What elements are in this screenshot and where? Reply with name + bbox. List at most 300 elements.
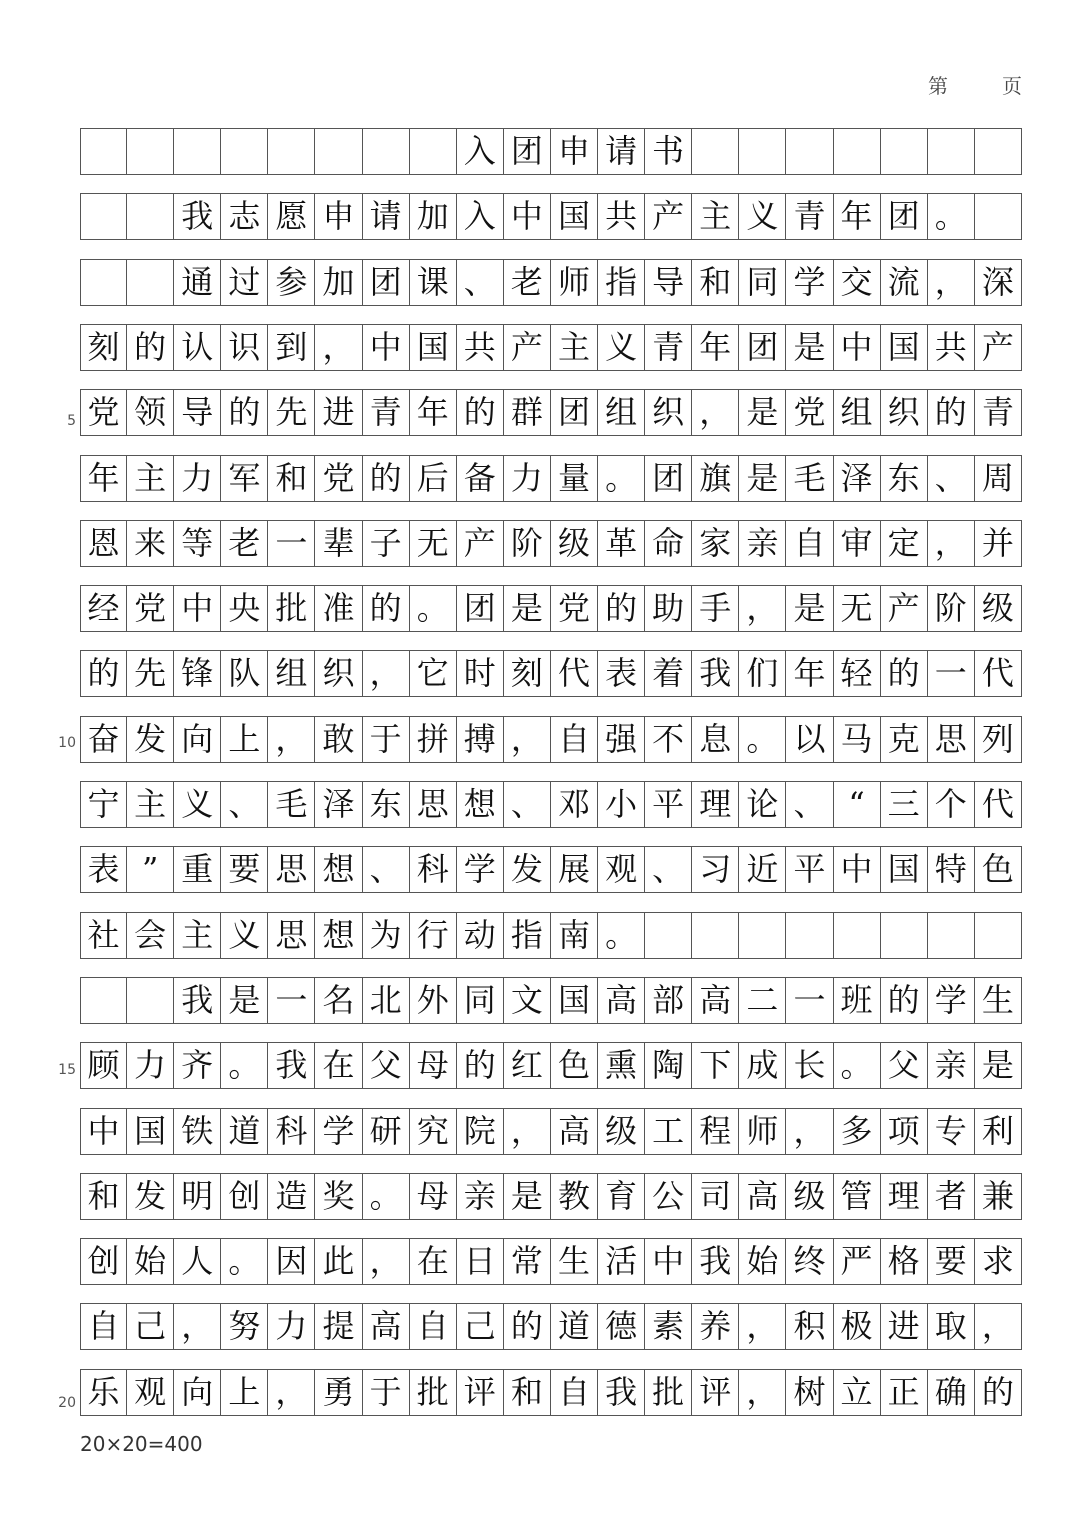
grid-cell: 党 [80, 389, 127, 435]
grid-cell: 素 [645, 1303, 692, 1349]
grid-cell: 母 [410, 1042, 457, 1088]
grid-line [80, 174, 1022, 175]
grid-cell: 并 [975, 520, 1022, 566]
grid-cell: 毛 [786, 455, 833, 501]
grid-cell: 。 [739, 716, 786, 762]
grid-cell: 二 [739, 977, 786, 1023]
grid-cell: 助 [645, 585, 692, 631]
grid-cell [80, 977, 127, 1023]
grid-line [80, 435, 1022, 436]
grid-cell: 泽 [315, 781, 362, 827]
grid-cell: 师 [551, 259, 598, 305]
grid-cell: 兼 [975, 1173, 1022, 1219]
grid-cell: 己 [457, 1303, 504, 1349]
grid-cell: 和 [504, 1369, 551, 1415]
grid-cell: 评 [457, 1369, 504, 1415]
grid-cell: 准 [315, 585, 362, 631]
grid-cell: 的 [457, 1042, 504, 1088]
grid-cell: 织 [645, 389, 692, 435]
grid-cell: 强 [598, 716, 645, 762]
grid-cell: ， [363, 650, 410, 696]
grid-cell: 管 [834, 1173, 881, 1219]
grid-cell: 团 [504, 128, 551, 174]
grid-cell: 是 [739, 455, 786, 501]
grid-cell: 文 [504, 977, 551, 1023]
grid-cell: 命 [645, 520, 692, 566]
grid-cell: 勇 [315, 1369, 362, 1415]
grid-cell: 老 [504, 259, 551, 305]
grid-cell: 进 [881, 1303, 928, 1349]
grid-cell: 级 [598, 1108, 645, 1154]
grid-cell: 无 [834, 585, 881, 631]
grid-cell: 团 [457, 585, 504, 631]
grid-cell: 项 [881, 1108, 928, 1154]
grid-cell: ， [268, 716, 315, 762]
grid-cell: 己 [127, 1303, 174, 1349]
grid-cell: 重 [174, 846, 221, 892]
grid-cell: 自 [80, 1303, 127, 1349]
grid-cell: 观 [598, 846, 645, 892]
grid-cell: 上 [221, 716, 268, 762]
grid-cell: 研 [363, 1108, 410, 1154]
grid-cell: ， [504, 1108, 551, 1154]
grid-cell: 国 [410, 324, 457, 370]
grid-cell: 在 [315, 1042, 362, 1088]
grid-row [80, 977, 1022, 1023]
grid-cell: 织 [881, 389, 928, 435]
grid-row [80, 846, 1022, 892]
grid-cell: 是 [786, 324, 833, 370]
grid-cell: 力 [268, 1303, 315, 1349]
grid-cell: 极 [834, 1303, 881, 1349]
grid-row [80, 912, 1022, 958]
grid-cell: 程 [692, 1108, 739, 1154]
grid-cell: 表 [80, 846, 127, 892]
grid-cell: 学 [315, 1108, 362, 1154]
grid-cell: 交 [834, 259, 881, 305]
grid-cell: 批 [645, 1369, 692, 1415]
grid-cell: 和 [80, 1173, 127, 1219]
grid-cell: 动 [457, 912, 504, 958]
grid-cell: 思 [268, 912, 315, 958]
grid-cell: 是 [504, 1173, 551, 1219]
grid-cell: ， [268, 1369, 315, 1415]
grid-cell: 以 [786, 716, 833, 762]
grid-cell: 组 [834, 389, 881, 435]
grid-cell: 、 [457, 259, 504, 305]
grid-cell: 明 [174, 1173, 221, 1219]
grid-cell: ， [504, 716, 551, 762]
grid-cell: 入 [457, 193, 504, 239]
grid-cell: 。 [928, 193, 975, 239]
grid-cell: 德 [598, 1303, 645, 1349]
grid-cell: 来 [127, 520, 174, 566]
grid-cell: 队 [221, 650, 268, 696]
grid-cell: 一 [786, 977, 833, 1023]
grid-cell: 邓 [551, 781, 598, 827]
grid-cell: 团 [739, 324, 786, 370]
grid-cell: 年 [692, 324, 739, 370]
grid-cell: 东 [881, 455, 928, 501]
grid-cell: 等 [174, 520, 221, 566]
grid-row [80, 1303, 1022, 1349]
grid-cell: 家 [692, 520, 739, 566]
grid-cell: 院 [457, 1108, 504, 1154]
grid-cell: 想 [457, 781, 504, 827]
grid-cell: 组 [598, 389, 645, 435]
grid-cell: 我 [598, 1369, 645, 1415]
grid-cell [80, 259, 127, 305]
grid-cell: 党 [315, 455, 362, 501]
grid-cell: 北 [363, 977, 410, 1023]
grid-line [80, 696, 1022, 697]
grid-cell: 先 [127, 650, 174, 696]
grid-cell: ， [692, 389, 739, 435]
grid-cell: 通 [174, 259, 221, 305]
grid-cell: 请 [598, 128, 645, 174]
grid-cell: 为 [363, 912, 410, 958]
grid-cell: 锋 [174, 650, 221, 696]
grid-line [80, 1349, 1022, 1350]
grid-cell: 级 [786, 1173, 833, 1219]
grid-cell: 奋 [80, 716, 127, 762]
grid-cell: 展 [551, 846, 598, 892]
grid-cell: 公 [645, 1173, 692, 1219]
grid-cell: 道 [221, 1108, 268, 1154]
grid-cell: 搏 [457, 716, 504, 762]
grid-cell [786, 128, 833, 174]
grid-cell [692, 912, 739, 958]
grid-cell: 我 [268, 1042, 315, 1088]
grid-cell: 常 [504, 1238, 551, 1284]
grid-cell: 行 [410, 912, 457, 958]
grid-cell: 思 [268, 846, 315, 892]
grid-cell: 审 [834, 520, 881, 566]
grid-line [80, 1415, 1022, 1416]
grid-cell [80, 193, 127, 239]
grid-line [80, 1088, 1022, 1089]
grid-cell: 刻 [80, 324, 127, 370]
grid-cell: 此 [315, 1238, 362, 1284]
grid-cell: 、 [786, 781, 833, 827]
grid-cell: 道 [551, 1303, 598, 1349]
grid-cell [268, 128, 315, 174]
grid-cell [928, 128, 975, 174]
grid-cell: 活 [598, 1238, 645, 1284]
grid-cell: 的 [928, 389, 975, 435]
grid-line [80, 566, 1022, 567]
grid-cell: 观 [127, 1369, 174, 1415]
grid-cell: 子 [363, 520, 410, 566]
grid-cell: 终 [786, 1238, 833, 1284]
grid-cell: 自 [410, 1303, 457, 1349]
grid-cell: 下 [692, 1042, 739, 1088]
grid-cell: 要 [928, 1238, 975, 1284]
grid-cell: 指 [504, 912, 551, 958]
grid-cell [315, 128, 362, 174]
grid-cell: 宁 [80, 781, 127, 827]
grid-cell: 共 [928, 324, 975, 370]
grid-cell: 着 [645, 650, 692, 696]
grid-row [80, 716, 1022, 762]
grid-cell: 提 [315, 1303, 362, 1349]
grid-cell: 究 [410, 1108, 457, 1154]
grid-cell: 的 [363, 585, 410, 631]
grid-cell: 的 [881, 650, 928, 696]
grid-cell: 中 [174, 585, 221, 631]
grid-cell: 中 [834, 324, 881, 370]
grid-cell: 的 [504, 1303, 551, 1349]
grid-cell: 年 [410, 389, 457, 435]
grid-cell: 中 [645, 1238, 692, 1284]
grid-cell: ， [315, 324, 362, 370]
grid-cell: 息 [692, 716, 739, 762]
grid-cell: 。 [598, 455, 645, 501]
grid-cell: 我 [174, 977, 221, 1023]
grid-cell: 主 [692, 193, 739, 239]
grid-cell: 主 [551, 324, 598, 370]
grid-cell: 理 [881, 1173, 928, 1219]
grid-row [80, 128, 1022, 174]
grid-cell: 青 [645, 324, 692, 370]
grid-line [80, 305, 1022, 306]
grid-cell: 愿 [268, 193, 315, 239]
grid-cell: 特 [928, 846, 975, 892]
grid-cell: 。 [221, 1042, 268, 1088]
grid-cell: 高 [551, 1108, 598, 1154]
grid-cell: 专 [928, 1108, 975, 1154]
grid-cell: 团 [363, 259, 410, 305]
grid-cell: 严 [834, 1238, 881, 1284]
grid-cell: 司 [692, 1173, 739, 1219]
grid-cell: 色 [975, 846, 1022, 892]
grid-cell: 向 [174, 716, 221, 762]
grid-cell: 义 [739, 193, 786, 239]
grid-row [80, 1108, 1022, 1154]
grid-cell: 立 [834, 1369, 881, 1415]
grid-cell: 老 [221, 520, 268, 566]
grid-cell: 加 [410, 193, 457, 239]
grid-cell: 在 [410, 1238, 457, 1284]
grid-cell: 父 [363, 1042, 410, 1088]
grid-cell: 想 [315, 912, 362, 958]
grid-line [80, 1284, 1022, 1285]
grid-cell: 拼 [410, 716, 457, 762]
grid-cell: 认 [174, 324, 221, 370]
grid-cell: 不 [645, 716, 692, 762]
grid-cell: 日 [457, 1238, 504, 1284]
grid-cell: 高 [363, 1303, 410, 1349]
grid-cell: 青 [786, 193, 833, 239]
grid-cell: 我 [692, 1238, 739, 1284]
grid-cell: 始 [127, 1238, 174, 1284]
grid-cell: 流 [881, 259, 928, 305]
grid-row [80, 389, 1022, 435]
line-number-20: 20 [58, 1395, 76, 1411]
grid-cell: 进 [315, 389, 362, 435]
grid-cell: 中 [504, 193, 551, 239]
grid-cell: 旗 [692, 455, 739, 501]
grid-cell: 上 [221, 1369, 268, 1415]
grid-cell: 始 [739, 1238, 786, 1284]
grid-cell: 高 [598, 977, 645, 1023]
grid-cell: 平 [786, 846, 833, 892]
grid-cell: ， [739, 1369, 786, 1415]
grid-cell: 义 [598, 324, 645, 370]
grid-cell: 红 [504, 1042, 551, 1088]
grid-cell: 个 [928, 781, 975, 827]
grid-cell: 先 [268, 389, 315, 435]
grid-row [80, 455, 1022, 501]
grid-cell: 求 [975, 1238, 1022, 1284]
grid-cell: 义 [174, 781, 221, 827]
grid-cell [739, 128, 786, 174]
grid-cell: 它 [410, 650, 457, 696]
grid-cell: 党 [551, 585, 598, 631]
grid-cell: 过 [221, 259, 268, 305]
grid-cell [127, 193, 174, 239]
grid-size-note: 20×20=400 [80, 1432, 203, 1456]
grid-cell: 的 [363, 455, 410, 501]
grid-cell: 养 [692, 1303, 739, 1349]
grid-line [80, 892, 1022, 893]
grid-cell: 陶 [645, 1042, 692, 1088]
grid-cell: 党 [127, 585, 174, 631]
grid-cell: 导 [645, 259, 692, 305]
grid-row [80, 650, 1022, 696]
grid-cell: 团 [551, 389, 598, 435]
grid-cell: ， [739, 1303, 786, 1349]
grid-cell: 。 [363, 1173, 410, 1219]
grid-cell: 阶 [928, 585, 975, 631]
grid-cell: 是 [739, 389, 786, 435]
grid-cell: 表 [598, 650, 645, 696]
grid-cell: 父 [881, 1042, 928, 1088]
grid-cell: 教 [551, 1173, 598, 1219]
grid-cell: 加 [315, 259, 362, 305]
line-number-10: 10 [58, 735, 76, 751]
page-number-label-left: 第 [928, 74, 948, 98]
grid-cell: 亲 [457, 1173, 504, 1219]
grid-cell: 申 [551, 128, 598, 174]
grid-cell: 指 [598, 259, 645, 305]
grid-cell: 共 [598, 193, 645, 239]
grid-cell: 格 [881, 1238, 928, 1284]
grid-cell: 奖 [315, 1173, 362, 1219]
grid-cell: 产 [457, 520, 504, 566]
grid-cell: 团 [645, 455, 692, 501]
grid-cell: 群 [504, 389, 551, 435]
grid-cell: 级 [975, 585, 1022, 631]
grid-cell: 国 [551, 193, 598, 239]
grid-line [80, 370, 1022, 371]
grid-cell: 央 [221, 585, 268, 631]
grid-cell: 因 [268, 1238, 315, 1284]
grid-cell: 毛 [268, 781, 315, 827]
grid-cell: 入 [457, 128, 504, 174]
grid-cell: 于 [363, 716, 410, 762]
grid-cell: 敢 [315, 716, 362, 762]
grid-cell: 年 [80, 455, 127, 501]
grid-cell: 革 [598, 520, 645, 566]
grid-cell: 。 [598, 912, 645, 958]
grid-cell: 识 [221, 324, 268, 370]
grid-cell: 领 [127, 389, 174, 435]
grid-cell: 育 [598, 1173, 645, 1219]
grid-cell: 刻 [504, 650, 551, 696]
grid-cell: 克 [881, 716, 928, 762]
grid-cell: 我 [692, 650, 739, 696]
grid-cell: 力 [174, 455, 221, 501]
grid-cell: 自 [551, 1369, 598, 1415]
grid-cell: 一 [928, 650, 975, 696]
grid-cell: 的 [80, 650, 127, 696]
grid-cell: 代 [975, 650, 1022, 696]
grid-cell: 。 [834, 1042, 881, 1088]
grid-cell: 班 [834, 977, 881, 1023]
grid-cell: 力 [127, 1042, 174, 1088]
grid-cell: 主 [127, 455, 174, 501]
grid-cell: 自 [551, 716, 598, 762]
grid-cell: “ [834, 781, 881, 827]
grid-row [80, 193, 1022, 239]
grid-cell: 深 [975, 259, 1022, 305]
grid-cell: 国 [881, 846, 928, 892]
grid-line [80, 1023, 1022, 1024]
grid-cell: 师 [739, 1108, 786, 1154]
grid-cell: 马 [834, 716, 881, 762]
grid-cell: 熏 [598, 1042, 645, 1088]
grid-cell: 习 [692, 846, 739, 892]
grid-cell [834, 912, 881, 958]
grid-cell: 、 [645, 846, 692, 892]
grid-cell: 轻 [834, 650, 881, 696]
grid-cell: 高 [739, 1173, 786, 1219]
grid-cell [410, 128, 457, 174]
grid-row [80, 520, 1022, 566]
grid-cell: 周 [975, 455, 1022, 501]
grid-cell: 发 [127, 716, 174, 762]
grid-cell: 书 [645, 128, 692, 174]
grid-cell: 义 [221, 912, 268, 958]
grid-cell [174, 128, 221, 174]
grid-cell: 课 [410, 259, 457, 305]
grid-cell: 于 [363, 1369, 410, 1415]
grid-cell: 是 [786, 585, 833, 631]
grid-cell: 无 [410, 520, 457, 566]
grid-line [80, 958, 1022, 959]
grid-cell: 近 [739, 846, 786, 892]
grid-cell: 积 [786, 1303, 833, 1349]
grid-cell: 我 [174, 193, 221, 239]
grid-cell: 外 [410, 977, 457, 1023]
grid-cell: 社 [80, 912, 127, 958]
grid-cell: ， [786, 1108, 833, 1154]
grid-cell: 想 [315, 846, 362, 892]
grid-cell: 理 [692, 781, 739, 827]
grid-cell [975, 128, 1022, 174]
grid-cell: 。 [410, 585, 457, 631]
grid-cell: 铁 [174, 1108, 221, 1154]
grid-cell: 的 [127, 324, 174, 370]
grid-cell: 向 [174, 1369, 221, 1415]
grid-cell: 发 [504, 846, 551, 892]
grid-cell: 的 [881, 977, 928, 1023]
grid-cell: 主 [174, 912, 221, 958]
grid-cell: 青 [363, 389, 410, 435]
grid-cell: 年 [834, 193, 881, 239]
grid-cell: 国 [881, 324, 928, 370]
